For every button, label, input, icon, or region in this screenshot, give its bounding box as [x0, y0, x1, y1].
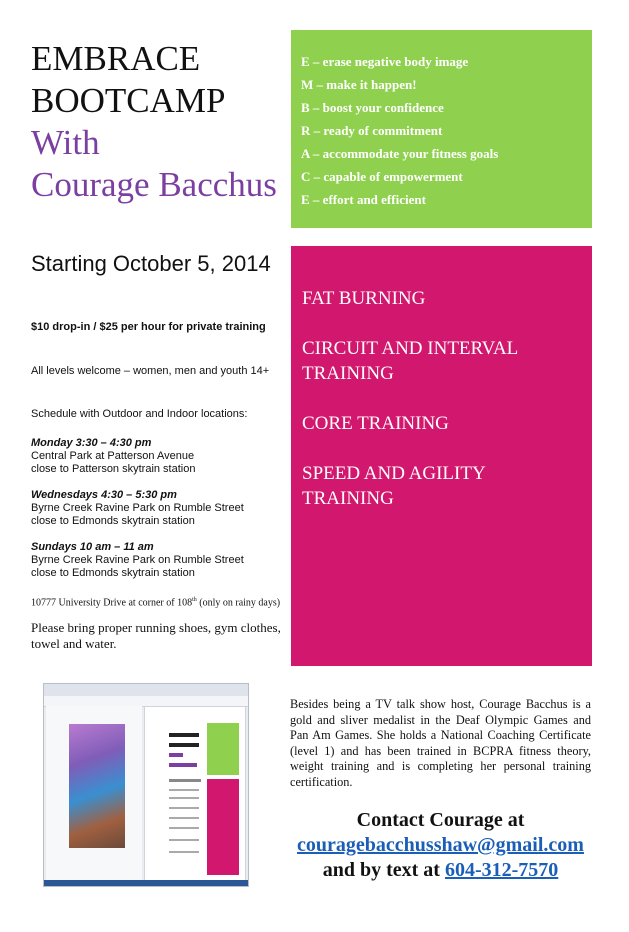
- bio-paragraph: Besides being a TV talk show host, Courage Bacchus is a gold and sliver medalist in the Deaf Olympic Games and Pan Am Games. She holds a National Coaching Certificate (level 1) and has been trained in BCPRA fitness theory, weight training and is completing her personal training certification.: [290, 697, 591, 789]
- schedule-time: Monday 3:30 – 4:30 pm: [31, 437, 152, 449]
- indoor-location: [31, 594, 293, 609]
- schedule-place: Byrne Creek Ravine Park on Rumble Street: [31, 502, 244, 514]
- indoor-note: (only on rainy days): [196, 597, 281, 609]
- acronym-item: R – ready of commitment: [301, 123, 443, 138]
- contact-email-link[interactable]: couragebacchusshaw@gmail.com: [297, 834, 584, 856]
- contact-block: [290, 808, 591, 883]
- schedule-near: close to Edmonds skytrain station: [31, 567, 195, 579]
- schedule-sunday: [31, 541, 286, 580]
- acronym-item: E – effort and efficient: [301, 192, 426, 207]
- schedule-monday: [31, 437, 286, 476]
- contact-phone-link[interactable]: 604-312-7570: [444, 859, 559, 881]
- levels-note: All levels welcome – women, men and youth 14+: [31, 365, 270, 377]
- title-embrace: EMBRACE: [31, 39, 201, 78]
- indoor-sup: th: [192, 597, 197, 603]
- schedule-place: Central Park at Patterson Avenue: [31, 450, 195, 462]
- schedule-intro: Schedule with Outdoor and Indoor locations:: [31, 408, 248, 420]
- acronym-list: [291, 50, 498, 211]
- schedule-time: Wednesdays 4:30 – 5:30 pm: [31, 489, 177, 501]
- schedule-time: Sundays 10 am – 11 am: [31, 541, 154, 553]
- contact-text-prefix: and by text at: [322, 859, 445, 881]
- acronym-box: [291, 30, 592, 228]
- title-with: With: [31, 123, 100, 162]
- flyer-screenshot-thumbnail: [43, 683, 249, 887]
- title-block: [31, 38, 286, 206]
- training-box: [291, 246, 592, 666]
- schedule-wednesday: [31, 489, 286, 528]
- acronym-item: C – capable of empowerment: [301, 169, 463, 184]
- thumbnail-photo: [69, 724, 125, 848]
- indoor-address: 10777 University Drive at corner of 108: [31, 597, 193, 609]
- start-date: Starting October 5, 2014: [31, 251, 271, 276]
- schedule-near: close to Edmonds skytrain station: [31, 515, 195, 527]
- training-item-fat-burning: FAT BURNING: [302, 288, 426, 309]
- thumbnail-page: [144, 706, 246, 884]
- training-item-speed: SPEED AND AGILITY TRAINING: [302, 463, 485, 509]
- title-name: Courage Bacchus: [31, 165, 277, 204]
- acronym-item: M – make it happen!: [301, 77, 417, 92]
- pricing: $10 drop-in / $25 per hour for private training: [31, 321, 266, 333]
- contact-heading: Contact Courage at: [356, 809, 525, 831]
- acronym-item: B – boost your confidence: [301, 100, 444, 115]
- thumbnail-statusbar: [44, 880, 248, 886]
- schedule-place: Byrne Creek Ravine Park on Rumble Street: [31, 554, 244, 566]
- acronym-item: A – accommodate your fitness goals: [301, 146, 499, 161]
- title-bootcamp: BOOTCAMP: [31, 81, 226, 120]
- bring-note: Please bring proper running shoes, gym clothes, towel and water.: [31, 620, 281, 651]
- training-item-circuit: CIRCUIT AND INTERVAL TRAINING: [302, 338, 518, 384]
- acronym-item: E – erase negative body image: [301, 54, 469, 69]
- training-item-core: CORE TRAINING: [302, 413, 449, 434]
- schedule-near: close to Patterson skytrain station: [31, 463, 196, 475]
